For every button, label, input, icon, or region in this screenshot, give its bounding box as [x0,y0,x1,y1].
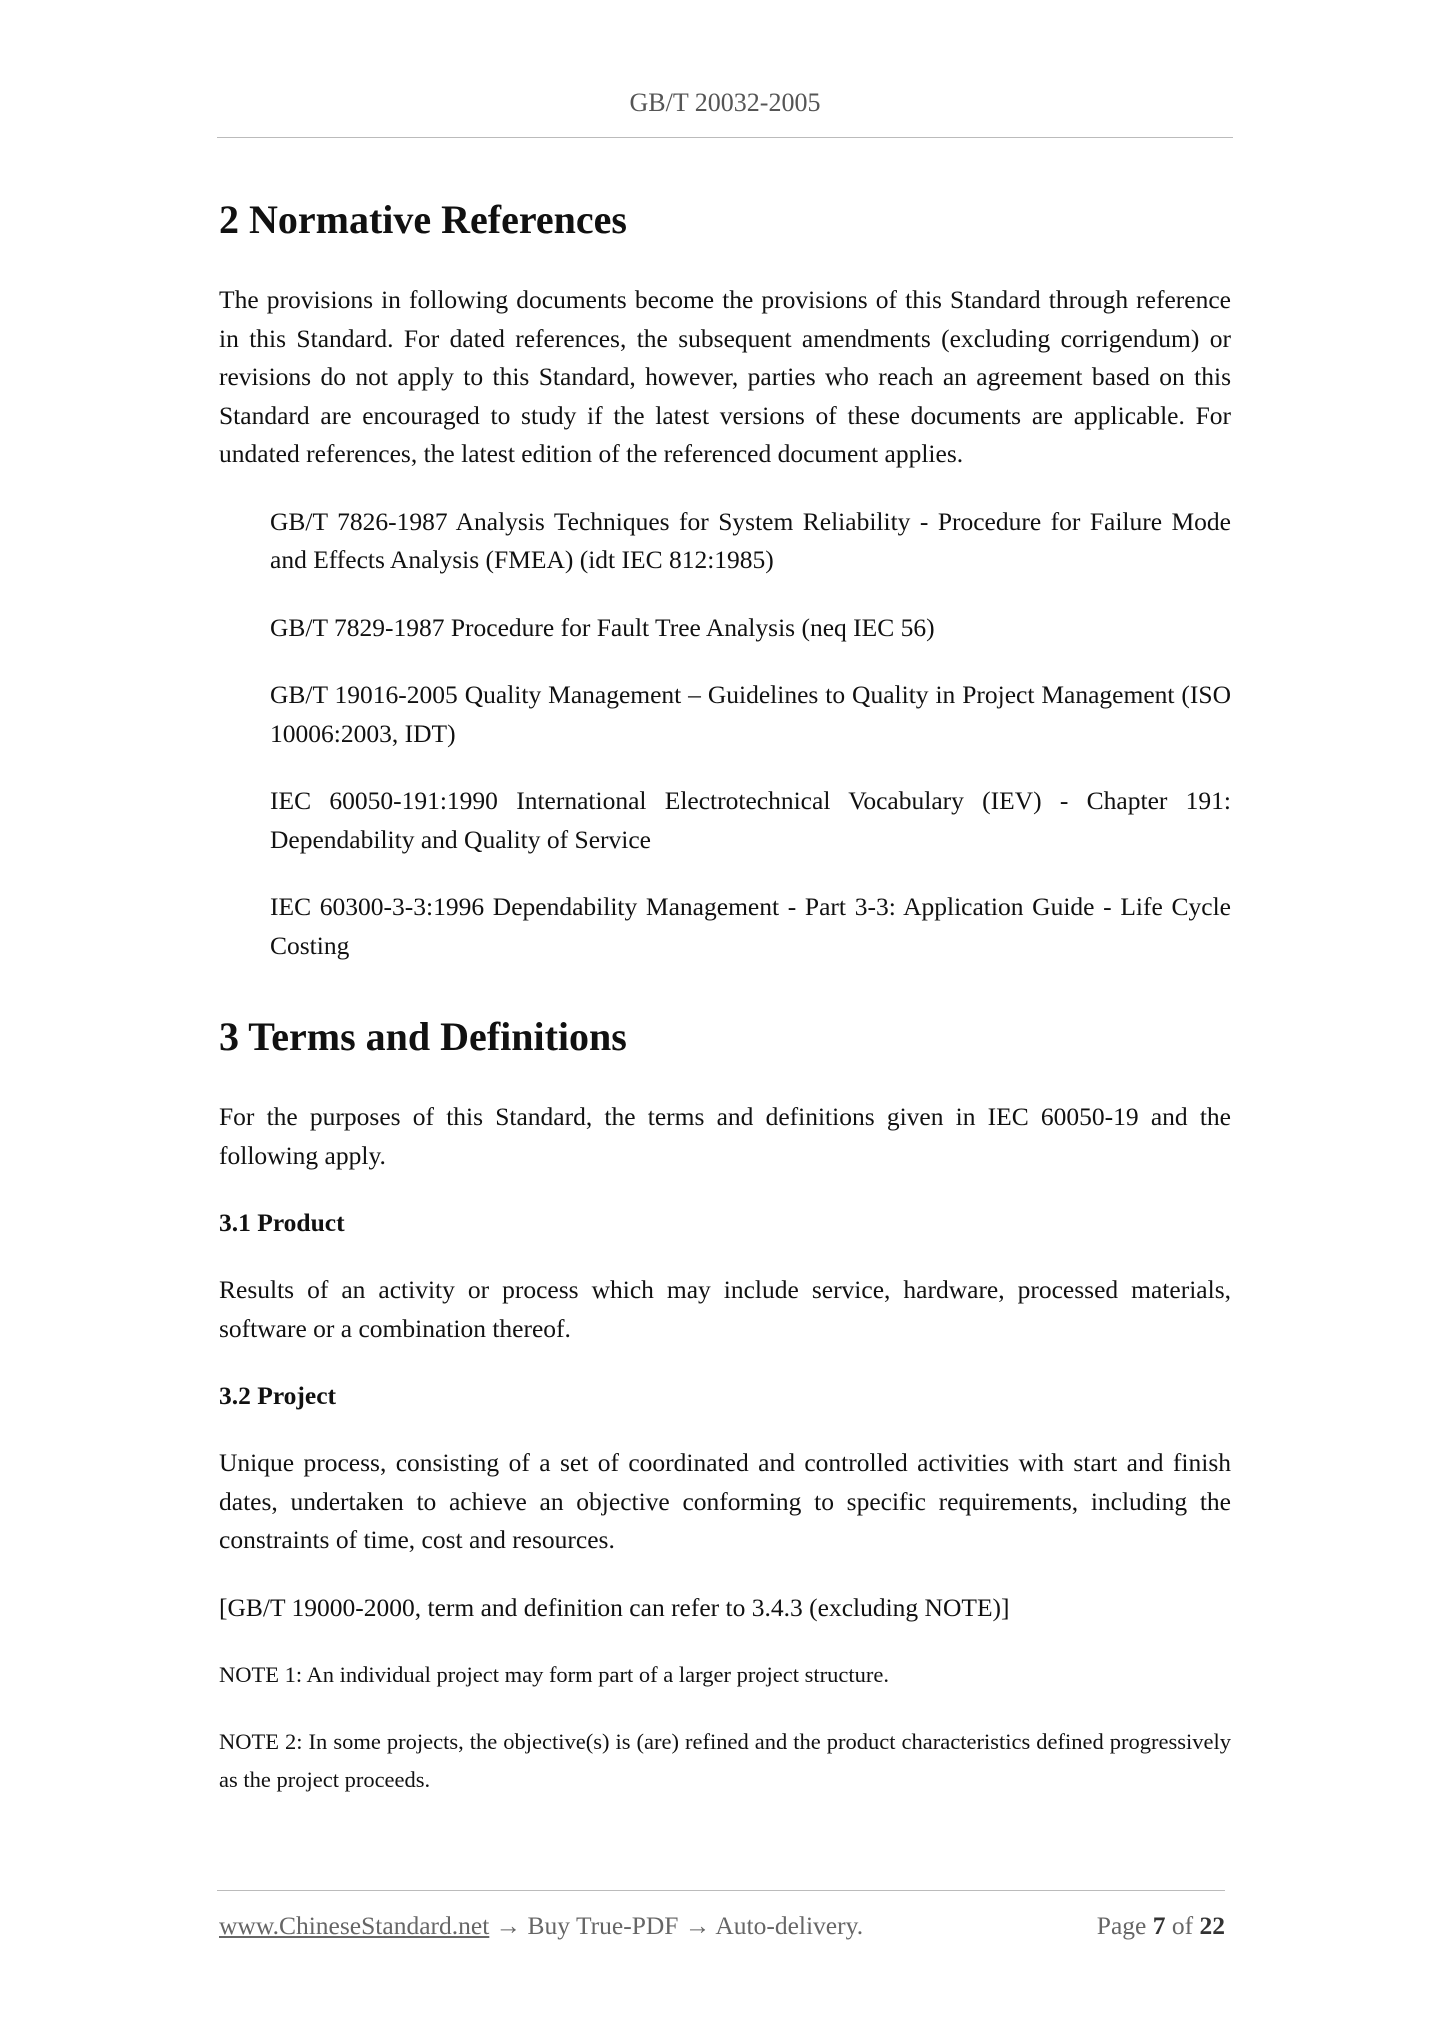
section-3-heading: 3 Terms and Definitions [219,1014,627,1059]
reference-item: GB/T 19016-2005 Quality Management – Guidelines to Quality in Project Management (ISO 10006:2003, IDT) [270,680,1231,748]
section-2-intro: The provisions in following documents become the provisions of this Standard through reference in this Standard. For dated references, the subsequent amendments (excluding corrigendum) or revisions do not apply to this Standard, however, parties who reach an agreement based on this Standard are encouraged to study if the latest versions of these documents are applicable. For undated references, the latest edition of the referenced document applies. [219,285,1231,468]
note-2: NOTE 2: In some projects, the objective(s) is (are) refined and the product characteristics defined progressively as the project proceeds. [219,1729,1231,1792]
page-current: 7 [1152,1911,1166,1940]
page-label: Page [1096,1911,1147,1940]
page-number [1097,1908,1225,1944]
delivery-text: Auto-delivery. [715,1911,864,1940]
header-divider [217,137,1233,138]
main-content [219,190,1231,1799]
note-1: NOTE 1: An individual project may form part of a larger project structure. [219,1662,890,1687]
term-3-2-definition: Unique process, consisting of a set of coordinated and controlled activities with start and finish dates, undertaken to achieve an objective conforming to specific requirements, including the constraints of time, cost and resources. [219,1448,1231,1554]
reference-item: IEC 60300-3-3:1996 Dependability Management - Part 3-3: Application Guide - Life Cycle Costing [270,892,1231,960]
footer-promo [219,1908,863,1944]
term-3-1-definition: Results of an activity or process which may include service, hardware, processed materials, software or a combination thereof. [219,1275,1231,1343]
arrow-right-icon: → [495,1911,522,1940]
reference-item: GB/T 7826-1987 Analysis Techniques for System Reliability - Procedure for Failure Mode and Effects Analysis (FMEA) (idt IEC 812:1985) [270,506,1231,574]
of-label: of [1171,1911,1194,1940]
section-2-heading: 2 Normative References [219,197,627,242]
term-3-2-title: 3.2 Project [219,1381,337,1410]
page-total: 22 [1199,1911,1225,1940]
reference-item: IEC 60050-191:1990 International Electrotechnical Vocabulary (IEV) - Chapter 191: Dependability and Quality of Service [270,786,1231,854]
term-3-1-title: 3.1 Product [219,1208,345,1237]
section-3-intro: For the purposes of this Standard, the terms and definitions given in IEC 60050-19 and the following apply. [219,1102,1231,1170]
reference-item: GB/T 7829-1987 Procedure for Fault Tree Analysis (neq IEC 56) [270,612,935,642]
header-title: GB/T 20032-2005 [629,88,821,117]
website-link[interactable]: www.ChineseStandard.net [219,1911,490,1940]
footer-divider [217,1890,1225,1891]
buy-text: Buy True-PDF [527,1911,679,1940]
arrow-right-icon: → [684,1911,711,1940]
term-3-2-source: [GB/T 19000-2000, term and definition can refer to 3.4.3 (excluding NOTE)] [219,1592,1010,1622]
